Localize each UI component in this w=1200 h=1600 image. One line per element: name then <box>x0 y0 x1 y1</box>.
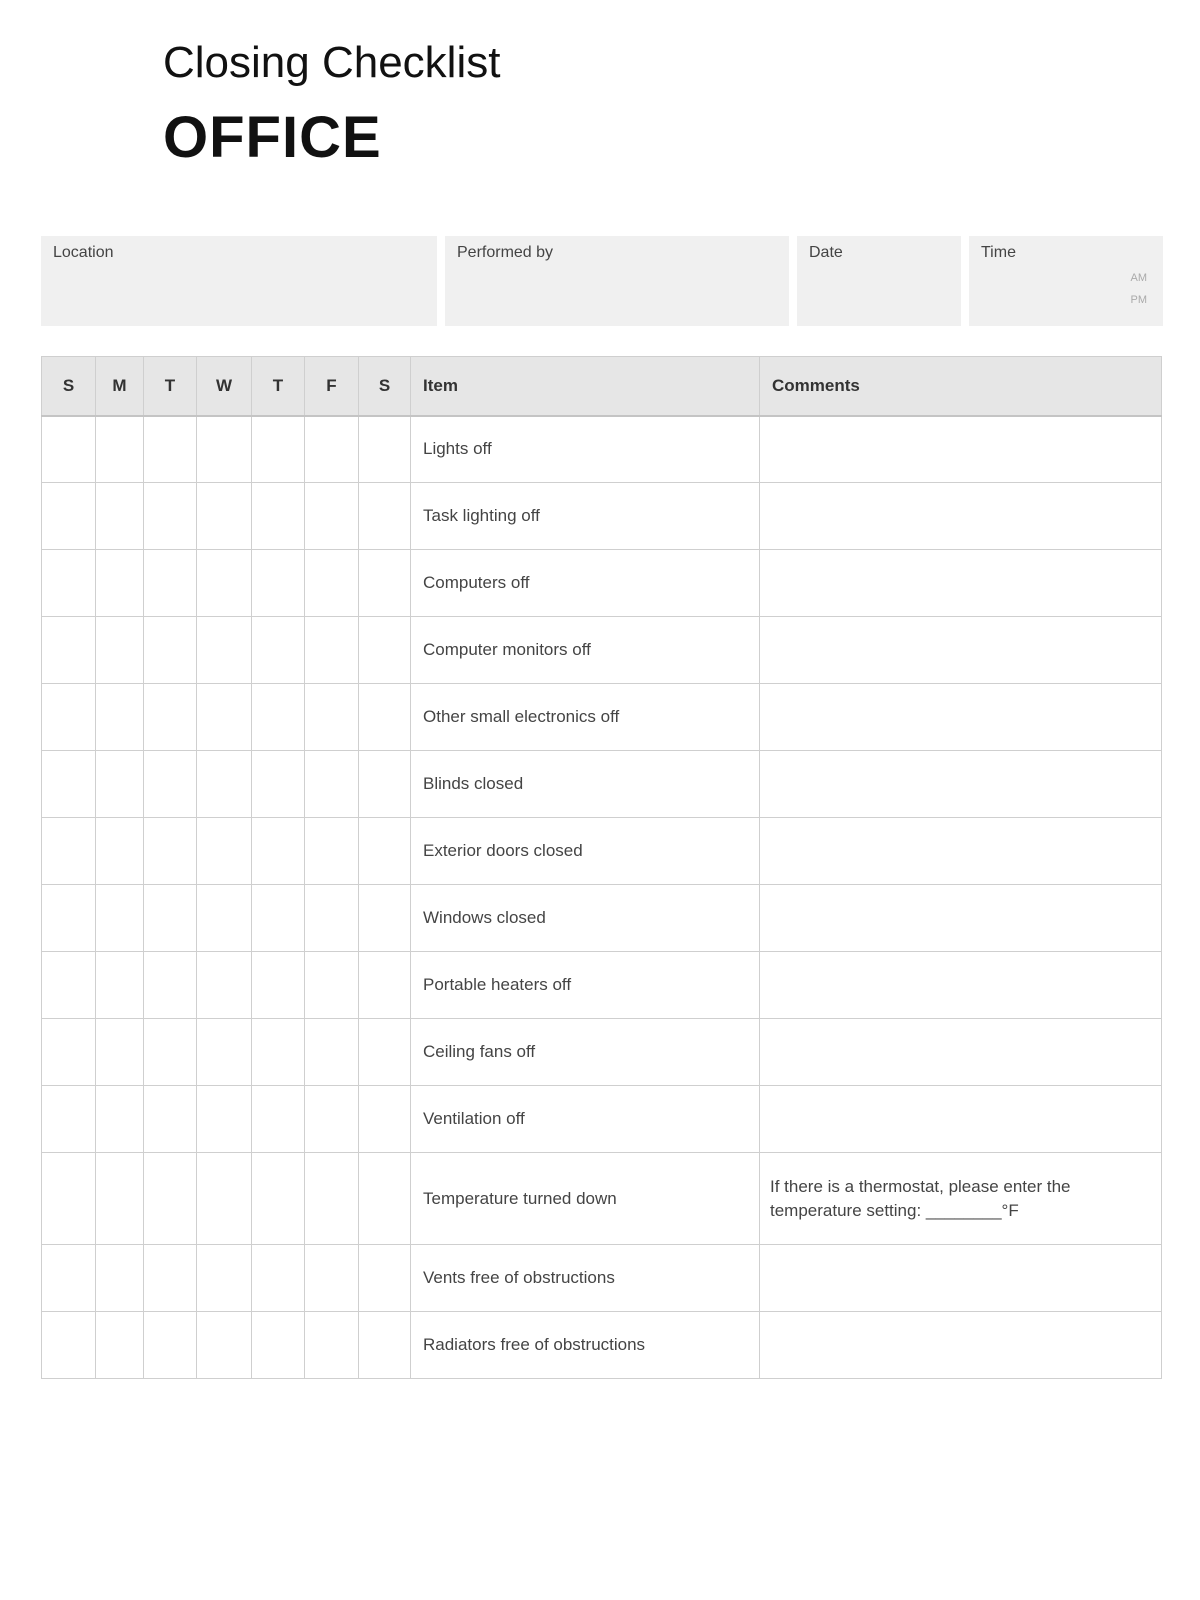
check-cell-friday[interactable] <box>305 1312 359 1379</box>
check-cell-friday[interactable] <box>305 550 359 617</box>
item-column-header: Item <box>411 357 760 416</box>
table-row <box>42 1245 1162 1312</box>
comment-cell[interactable] <box>760 1245 1162 1312</box>
check-cell-wednesday[interactable] <box>197 952 252 1019</box>
check-cell-friday[interactable] <box>305 818 359 885</box>
check-cell-tuesday[interactable] <box>144 885 197 952</box>
check-cell-thursday[interactable] <box>252 952 305 1019</box>
check-cell-friday[interactable] <box>305 1245 359 1312</box>
check-cell-thursday[interactable] <box>252 1153 305 1245</box>
check-cell-friday[interactable] <box>305 1153 359 1245</box>
date-field[interactable] <box>797 236 961 326</box>
check-cell-tuesday[interactable] <box>144 617 197 684</box>
check-cell-wednesday[interactable] <box>197 818 252 885</box>
check-cell-sunday[interactable] <box>42 617 96 684</box>
check-cell-tuesday[interactable] <box>144 1019 197 1086</box>
check-cell-friday[interactable] <box>305 617 359 684</box>
check-cell-wednesday[interactable] <box>197 684 252 751</box>
check-cell-tuesday[interactable] <box>144 751 197 818</box>
check-cell-tuesday[interactable] <box>144 952 197 1019</box>
check-cell-monday[interactable] <box>96 1153 144 1245</box>
check-cell-tuesday[interactable] <box>144 684 197 751</box>
check-cell-monday[interactable] <box>96 952 144 1019</box>
check-cell-sunday[interactable] <box>42 1086 96 1153</box>
check-cell-sunday[interactable] <box>42 1153 96 1245</box>
table-row <box>42 617 1162 684</box>
check-cell-thursday[interactable] <box>252 818 305 885</box>
day-header-friday: F <box>305 357 359 416</box>
table-row <box>42 1312 1162 1379</box>
check-cell-thursday[interactable] <box>252 1245 305 1312</box>
check-cell-saturday[interactable] <box>359 1245 411 1312</box>
check-cell-tuesday[interactable] <box>144 1312 197 1379</box>
check-cell-friday[interactable] <box>305 952 359 1019</box>
location-label: Location <box>53 244 114 261</box>
table-row <box>42 751 1162 818</box>
check-cell-sunday[interactable] <box>42 751 96 818</box>
check-cell-sunday[interactable] <box>42 684 96 751</box>
check-cell-tuesday[interactable] <box>144 550 197 617</box>
check-cell-sunday[interactable] <box>42 550 96 617</box>
check-cell-saturday[interactable] <box>359 684 411 751</box>
check-cell-wednesday[interactable] <box>197 550 252 617</box>
comment-cell[interactable] <box>760 416 1162 483</box>
check-cell-thursday[interactable] <box>252 550 305 617</box>
check-cell-sunday[interactable] <box>42 1019 96 1086</box>
check-cell-sunday[interactable] <box>42 483 96 550</box>
item-cell: Exterior doors closed <box>411 818 760 885</box>
check-cell-wednesday[interactable] <box>197 1245 252 1312</box>
comment-cell[interactable] <box>760 885 1162 952</box>
check-cell-thursday[interactable] <box>252 885 305 952</box>
check-cell-saturday[interactable] <box>359 483 411 550</box>
check-cell-thursday[interactable] <box>252 751 305 818</box>
check-cell-friday[interactable] <box>305 684 359 751</box>
check-cell-tuesday[interactable] <box>144 416 197 483</box>
check-cell-wednesday[interactable] <box>197 416 252 483</box>
check-cell-thursday[interactable] <box>252 483 305 550</box>
table-row <box>42 684 1162 751</box>
check-cell-wednesday[interactable] <box>197 617 252 684</box>
check-cell-friday[interactable] <box>305 483 359 550</box>
check-cell-saturday[interactable] <box>359 885 411 952</box>
header-row <box>42 357 1162 416</box>
table-row <box>42 1019 1162 1086</box>
check-cell-thursday[interactable] <box>252 1019 305 1086</box>
info-fields <box>41 236 1163 326</box>
comment-cell[interactable] <box>760 818 1162 885</box>
check-cell-friday[interactable] <box>305 885 359 952</box>
check-cell-monday[interactable] <box>96 818 144 885</box>
check-cell-thursday[interactable] <box>252 1086 305 1153</box>
item-cell: Ceiling fans off <box>411 1019 760 1086</box>
item-cell: Task lighting off <box>411 483 760 550</box>
comment-cell[interactable] <box>760 1312 1162 1379</box>
item-cell: Other small electronics off <box>411 684 760 751</box>
comment-cell[interactable] <box>760 952 1162 1019</box>
check-cell-wednesday[interactable] <box>197 1086 252 1153</box>
check-cell-saturday[interactable] <box>359 1153 411 1245</box>
check-cell-friday[interactable] <box>305 751 359 818</box>
comment-cell[interactable] <box>760 1086 1162 1153</box>
page-subtitle: OFFICE <box>163 105 382 170</box>
comment-cell[interactable] <box>760 617 1162 684</box>
item-cell: Ventilation off <box>411 1086 760 1153</box>
check-cell-tuesday[interactable] <box>144 818 197 885</box>
check-cell-saturday[interactable] <box>359 1019 411 1086</box>
comment-cell[interactable] <box>760 1019 1162 1086</box>
check-cell-thursday[interactable] <box>252 684 305 751</box>
table-row <box>42 483 1162 550</box>
comments-column-header: Comments <box>760 357 1162 416</box>
item-cell: Computers off <box>411 550 760 617</box>
day-header-tuesday: T <box>144 357 197 416</box>
check-cell-monday[interactable] <box>96 885 144 952</box>
check-cell-saturday[interactable] <box>359 751 411 818</box>
time-field[interactable] <box>969 236 1163 326</box>
day-header-sunday: S <box>42 357 96 416</box>
location-field[interactable] <box>41 236 437 326</box>
item-cell: Blinds closed <box>411 751 760 818</box>
check-cell-friday[interactable] <box>305 1019 359 1086</box>
comment-cell[interactable] <box>760 684 1162 751</box>
check-cell-thursday[interactable] <box>252 617 305 684</box>
check-cell-wednesday[interactable] <box>197 1312 252 1379</box>
check-cell-saturday[interactable] <box>359 1312 411 1379</box>
day-header-monday: M <box>96 357 144 416</box>
check-cell-saturday[interactable] <box>359 416 411 483</box>
item-cell: Computer monitors off <box>411 617 760 684</box>
day-header-thursday: T <box>252 357 305 416</box>
day-header-wednesday: W <box>197 357 252 416</box>
check-cell-monday[interactable] <box>96 1086 144 1153</box>
comment-cell[interactable] <box>760 483 1162 550</box>
table-row <box>42 550 1162 617</box>
check-cell-monday[interactable] <box>96 617 144 684</box>
item-cell: Lights off <box>411 416 760 483</box>
check-cell-sunday[interactable] <box>42 1245 96 1312</box>
day-header-saturday: S <box>359 357 411 416</box>
check-cell-tuesday[interactable] <box>144 1086 197 1153</box>
table-row <box>42 416 1162 483</box>
comment-cell[interactable] <box>760 751 1162 818</box>
check-cell-sunday[interactable] <box>42 885 96 952</box>
check-cell-monday[interactable] <box>96 416 144 483</box>
page-title: Closing Checklist <box>163 38 501 87</box>
performed-by-label: Performed by <box>457 244 554 261</box>
comment-cell[interactable] <box>760 550 1162 617</box>
check-cell-friday[interactable] <box>305 1086 359 1153</box>
pm-option[interactable]: PM <box>1130 294 1147 306</box>
performed-by-field[interactable] <box>445 236 789 326</box>
check-cell-wednesday[interactable] <box>197 885 252 952</box>
check-cell-sunday[interactable] <box>42 818 96 885</box>
check-cell-saturday[interactable] <box>359 1086 411 1153</box>
check-cell-saturday[interactable] <box>359 952 411 1019</box>
check-cell-monday[interactable] <box>96 684 144 751</box>
item-cell: Windows closed <box>411 885 760 952</box>
check-cell-friday[interactable] <box>305 416 359 483</box>
check-cell-monday[interactable] <box>96 1245 144 1312</box>
comment-cell[interactable]: If there is a thermostat, please enter the temperature setting: ________°F <box>760 1153 1162 1245</box>
table-row <box>42 952 1162 1019</box>
checklist-body <box>42 416 1162 1379</box>
item-cell: Portable heaters off <box>411 952 760 1019</box>
check-cell-monday[interactable] <box>96 483 144 550</box>
check-cell-thursday[interactable] <box>252 416 305 483</box>
item-cell: Radiators free of obstructions <box>411 1312 760 1379</box>
table-row <box>42 885 1162 952</box>
check-cell-monday[interactable] <box>96 1019 144 1086</box>
am-option[interactable]: AM <box>1130 272 1147 284</box>
check-cell-sunday[interactable] <box>42 416 96 483</box>
item-cell: Vents free of obstructions <box>411 1245 760 1312</box>
check-cell-monday[interactable] <box>96 550 144 617</box>
check-cell-wednesday[interactable] <box>197 1019 252 1086</box>
table-row <box>42 818 1162 885</box>
check-cell-wednesday[interactable] <box>197 751 252 818</box>
table-row <box>42 1086 1162 1153</box>
item-cell: Temperature turned down <box>411 1153 760 1245</box>
table-row <box>42 1153 1162 1245</box>
check-cell-tuesday[interactable] <box>144 1245 197 1312</box>
check-cell-saturday[interactable] <box>359 818 411 885</box>
check-cell-saturday[interactable] <box>359 550 411 617</box>
check-cell-tuesday[interactable] <box>144 483 197 550</box>
check-cell-thursday[interactable] <box>252 1312 305 1379</box>
check-cell-wednesday[interactable] <box>197 1153 252 1245</box>
checklist-table <box>41 356 1162 1379</box>
check-cell-saturday[interactable] <box>359 617 411 684</box>
check-cell-sunday[interactable] <box>42 1312 96 1379</box>
check-cell-monday[interactable] <box>96 1312 144 1379</box>
time-label: Time <box>981 244 1016 261</box>
check-cell-wednesday[interactable] <box>197 483 252 550</box>
check-cell-tuesday[interactable] <box>144 1153 197 1245</box>
date-label: Date <box>809 244 843 261</box>
check-cell-monday[interactable] <box>96 751 144 818</box>
check-cell-sunday[interactable] <box>42 952 96 1019</box>
